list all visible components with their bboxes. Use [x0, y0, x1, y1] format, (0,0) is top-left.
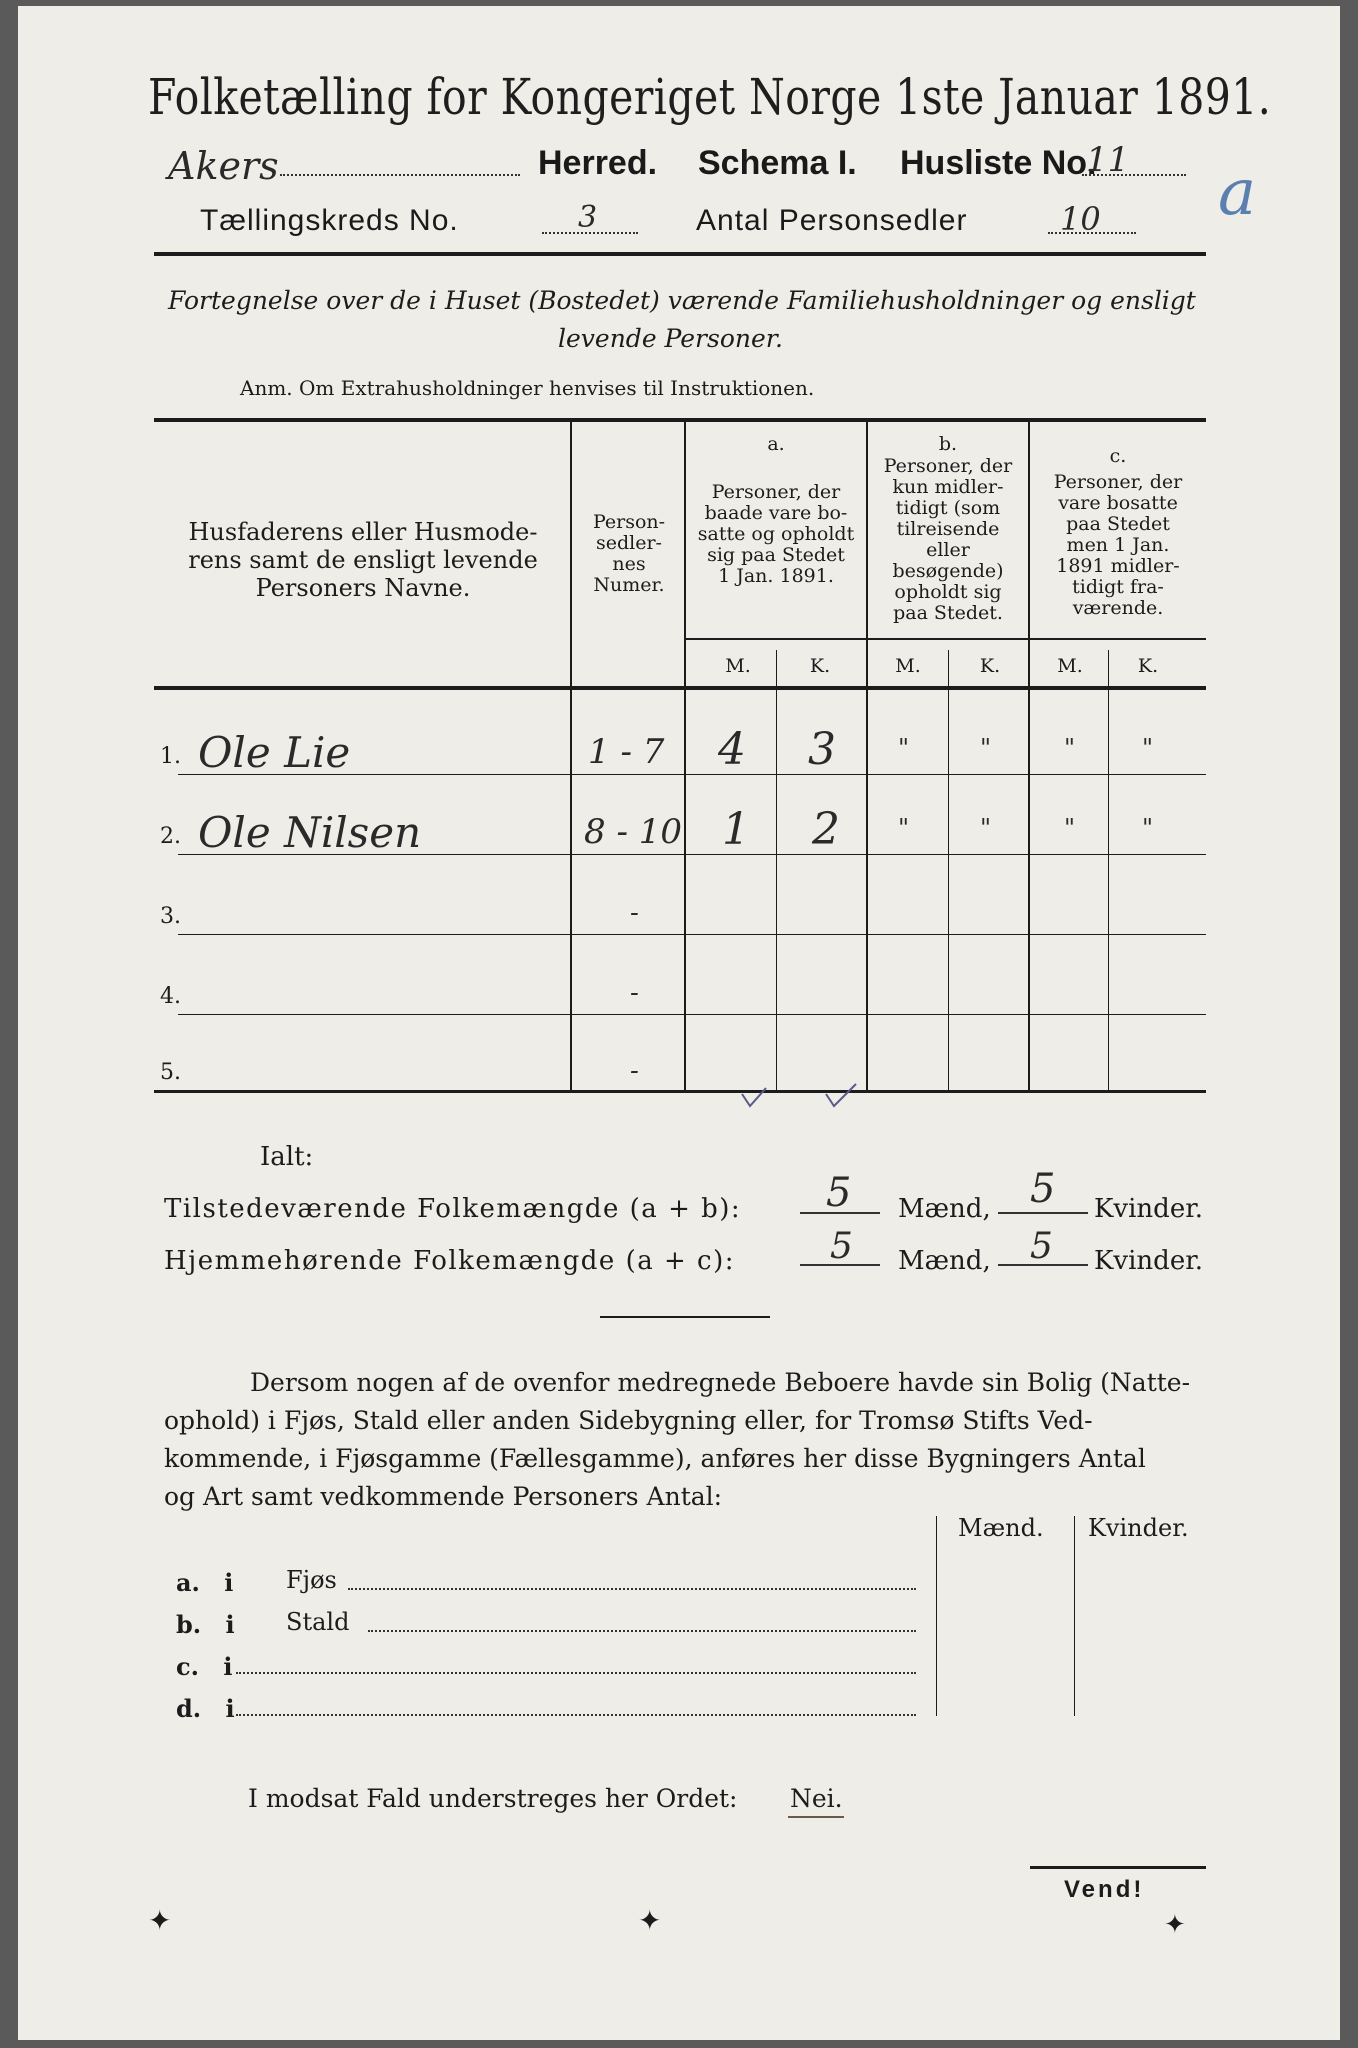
- totals-line1-m: 5: [826, 1170, 852, 1216]
- vline-c-mk: [1108, 650, 1109, 1090]
- totals-line1-k: 5: [1030, 1166, 1056, 1212]
- kreds-value: 3: [578, 200, 598, 235]
- row-1-num: 1 - 7: [588, 732, 665, 772]
- col-a-header: Personer, der baade vare bo- satte og opholdt sig paa Stedet 1 Jan. 1891.: [697, 481, 855, 587]
- vline-name: [570, 420, 572, 1090]
- separator-rule: [600, 1316, 770, 1318]
- totals-line2-maend: Mænd,: [898, 1246, 991, 1276]
- building-row-b-dots: [368, 1630, 916, 1632]
- totals-line1-maend: Mænd,: [898, 1194, 991, 1224]
- col-num-header: Person- sedler- nes Numer.: [592, 511, 666, 596]
- kreds-label: Tællingskreds No.: [200, 204, 459, 237]
- husliste-label: Husliste No.: [900, 144, 1097, 182]
- row-3-num: -: [630, 898, 639, 928]
- table-top-rule: [154, 418, 1206, 422]
- col-c-m: M.: [1057, 655, 1083, 677]
- col-b-m: M.: [895, 655, 921, 677]
- row-3-number: 3.: [160, 904, 181, 929]
- building-row-d: d. i: [176, 1694, 235, 1723]
- check-mark-icon: [740, 1086, 770, 1110]
- totals-line2-kvinder: Kvinder.: [1094, 1246, 1204, 1276]
- row-1-name: Ole Lie: [198, 728, 351, 777]
- totals-line2-k: 5: [1030, 1226, 1053, 1267]
- herred-value: Akers: [168, 144, 279, 188]
- table-bottom-rule: [154, 1090, 1206, 1093]
- corner-mark-icon: ✦: [1164, 1910, 1186, 1940]
- building-row-d-dots: [236, 1714, 916, 1716]
- totals-line2-m: 5: [830, 1226, 853, 1267]
- mk-rule-b: [868, 638, 1028, 640]
- corner-mark-icon: ✦: [148, 1904, 172, 1937]
- form-title: Folketælling for Kongeriget Norge 1ste Januar 1891.: [148, 68, 1272, 126]
- buildings-col-maend: Mænd.: [958, 1514, 1044, 1542]
- row-line-3: [178, 934, 1206, 935]
- husliste-dotline: [1082, 174, 1186, 176]
- check-mark-icon: [824, 1082, 860, 1110]
- buildings-vline-2: [1074, 1516, 1075, 1716]
- col-a-k: K.: [809, 655, 831, 677]
- vline-b-mk: [948, 650, 949, 1090]
- row-1-b-k: ": [980, 734, 992, 762]
- row-4-num: -: [630, 978, 639, 1008]
- intro-line1: Fortegnelse over de i Huset (Bostedet) værende Familiehusholdninger og ensligt: [168, 286, 1196, 315]
- husliste-value: 11: [1086, 140, 1130, 180]
- table-header-bottom-rule: [154, 686, 1206, 690]
- intro-line2: levende Personer.: [558, 324, 783, 353]
- vend-label: Vend!: [1064, 1876, 1145, 1903]
- totals-line2-label: Hjemmehørende Folkemængde (a + c):: [164, 1246, 735, 1276]
- header-rule: [154, 252, 1206, 256]
- vline-a-mk: [776, 650, 777, 1090]
- mk-rule-c: [1030, 638, 1206, 640]
- buildings-col-kvinder: Kvinder.: [1088, 1514, 1189, 1542]
- building-row-a-label: Fjøs: [286, 1566, 337, 1594]
- row-1-b-m: ": [898, 734, 910, 762]
- building-row-a-dots: [348, 1588, 916, 1590]
- row-1-a-m: 4: [718, 724, 746, 775]
- row-1-number: 1.: [160, 744, 181, 769]
- row-1-c-m: ": [1064, 734, 1076, 762]
- totals-line1-kvinder: Kvinder.: [1094, 1194, 1204, 1224]
- nei-underline: [788, 1816, 844, 1818]
- row-2-num: 8 - 10: [584, 812, 682, 852]
- col-c-letter: c.: [1109, 445, 1127, 467]
- totals-line1-label: Tilstedeværende Folkemængde (a + b):: [164, 1194, 742, 1224]
- ialt-label: Ialt:: [260, 1142, 314, 1172]
- row-2-name: Ole Nilsen: [198, 808, 422, 857]
- personsedler-dotline: [1048, 232, 1136, 234]
- corner-mark-icon: ✦: [638, 1904, 662, 1937]
- kreds-dotline: [542, 232, 638, 234]
- row-2-number: 2.: [160, 824, 181, 849]
- schema-label: Schema I.: [698, 144, 857, 182]
- totals-line1-k-line: [998, 1212, 1088, 1214]
- col-a-letter: a.: [767, 433, 785, 455]
- building-row-a: a. i: [176, 1568, 234, 1597]
- buildings-paragraph: Dersom nogen af de ovenfor medregnede Beboere havde sin Bolig (Natte- ophold) i Fjøs, Stald eller anden Sidebygning eller, for Tromsø Stifts Ved- kommende, i Fjøsgamme (Fællesgamme), anføres her disse Bygningers Antal og Art samt vedkommende Personers Antal:: [164, 1368, 1191, 1511]
- row-1-a-k: 3: [808, 724, 836, 775]
- building-row-c: c. i: [176, 1652, 233, 1681]
- totals-line2-m-line: [800, 1264, 880, 1266]
- mk-rule-a: [686, 638, 866, 640]
- row-5-number: 5.: [160, 1060, 181, 1085]
- row-2-a-m: 1: [722, 804, 750, 855]
- totals-line2-k-line: [998, 1264, 1088, 1266]
- margin-mark: a: [1218, 156, 1257, 230]
- col-name-header: Husfaderens eller Husmode- rens samt de ensligt levende Personers Navne.: [188, 518, 538, 602]
- row-2-b-k: ": [980, 814, 992, 842]
- row-1-c-k: ": [1142, 734, 1154, 762]
- col-b-letter: b.: [938, 433, 958, 455]
- col-b-header: Personer, der kun midler- tidigt (som tilreisende eller besøgende) opholdt sig paa Stedet.: [883, 455, 1013, 624]
- row-5-num: -: [630, 1056, 639, 1086]
- row-line-4: [178, 1014, 1206, 1015]
- col-a-m: M.: [725, 655, 751, 677]
- census-form-page: [18, 6, 1340, 2040]
- building-row-b-label: Stald: [286, 1608, 350, 1636]
- nei-word: Nei.: [790, 1784, 843, 1813]
- personsedler-label: Antal Personsedler: [696, 204, 968, 237]
- col-b-k: K.: [979, 655, 1001, 677]
- herred-dotline: [280, 174, 520, 176]
- building-row-b: b. i: [176, 1610, 235, 1639]
- row-4-number: 4.: [160, 984, 181, 1009]
- anm-note: Anm. Om Extrahusholdninger henvises til Instruktionen.: [240, 376, 815, 400]
- vend-rule: [1030, 1866, 1206, 1869]
- row-2-c-m: ": [1064, 814, 1076, 842]
- row-2-b-m: ": [898, 814, 910, 842]
- col-c-header: Personer, der vare bosatte paa Stedet men 1 Jan. 1891 midler- tidigt fra- værende.: [1053, 471, 1183, 619]
- totals-line1-m-line: [800, 1212, 880, 1214]
- personsedler-value: 10: [1060, 200, 1101, 238]
- building-row-c-dots: [236, 1672, 916, 1674]
- modsat-text: I modsat Fald understreges her Ordet:: [248, 1784, 738, 1813]
- herred-label: Herred.: [538, 144, 658, 182]
- col-c-k: K.: [1137, 655, 1159, 677]
- row-2-a-k: 2: [812, 804, 840, 855]
- row-2-c-k: ": [1142, 814, 1154, 842]
- buildings-vline-1: [936, 1516, 937, 1716]
